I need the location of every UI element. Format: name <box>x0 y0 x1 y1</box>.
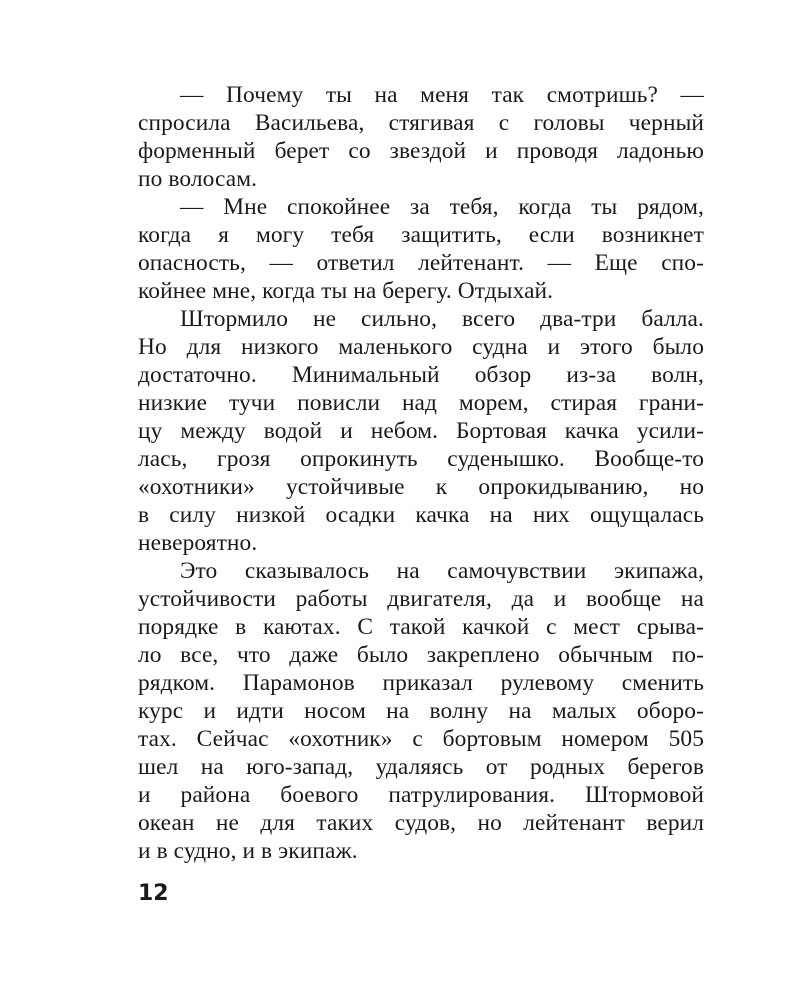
text-line: когда я могу тебя защитить, если возникнет <box>138 222 704 248</box>
text-line: — Почему ты на меня так смотришь? — <box>180 82 704 108</box>
page-number: 12 <box>138 881 169 906</box>
text-line: койнее мне, когда ты на берегу. Отдыхай. <box>138 278 554 304</box>
text-line: устойчивости работы двигателя, да и вообще на <box>138 586 704 612</box>
text-line: шел на юго-запад, удаляясь от родных берегов <box>138 754 704 780</box>
text-line: в силу низкой осадки качка на них ощущалась <box>138 502 704 528</box>
text-line: тах. Сейчас «охотник» с бортовым номером 505 <box>138 726 704 752</box>
text-line: океан не для таких судов, но лейтенант верил <box>138 810 704 836</box>
text-line: Но для низкого маленького судна и этого было <box>138 334 704 360</box>
paragraph <box>138 81 704 193</box>
text-line: и в судно, и в экипаж. <box>138 838 358 864</box>
text-line: рядком. Парамонов приказал рулевому сменить <box>138 670 704 696</box>
text-line: и района боевого патрулирования. Штормовой <box>138 782 704 808</box>
text-line: спросила Васильева, стягивая с головы черный <box>138 110 704 136</box>
text-line: невероятно. <box>138 530 258 556</box>
text-line: курс и идти носом на волну на малых оборо- <box>138 698 704 724</box>
text-line: низкие тучи повисли над морем, стирая грани- <box>138 390 704 416</box>
text-line: «охотники» устойчивые к опрокидыванию, но <box>138 474 704 500</box>
text-line: Штормило не сильно, всего два-три балла. <box>180 306 704 332</box>
text-line: лась, грозя опрокинуть суденышко. Вообще-то <box>138 446 704 472</box>
paragraph <box>138 557 704 865</box>
text-line: ло все, что даже было закреплено обычным по- <box>138 642 704 668</box>
paragraph <box>138 193 704 305</box>
paragraph <box>138 305 704 557</box>
body-text <box>138 81 704 865</box>
text-line: достаточно. Минимальный обзор из-за волн, <box>138 362 704 388</box>
text-line: — Мне спокойнее за тебя, когда ты рядом, <box>180 194 704 220</box>
text-line: цу между водой и небом. Бортовая качка усили- <box>138 418 704 444</box>
text-line: Это сказывалось на самочувствии экипажа, <box>180 558 704 584</box>
text-line: по волосам. <box>138 166 258 192</box>
text-line: форменный берет со звездой и проводя ладонью <box>138 138 704 164</box>
text-line: порядке в каютах. С такой качкой с мест срыва- <box>138 614 704 640</box>
text-line: опасность, — ответил лейтенант. — Еще спо- <box>138 250 704 276</box>
